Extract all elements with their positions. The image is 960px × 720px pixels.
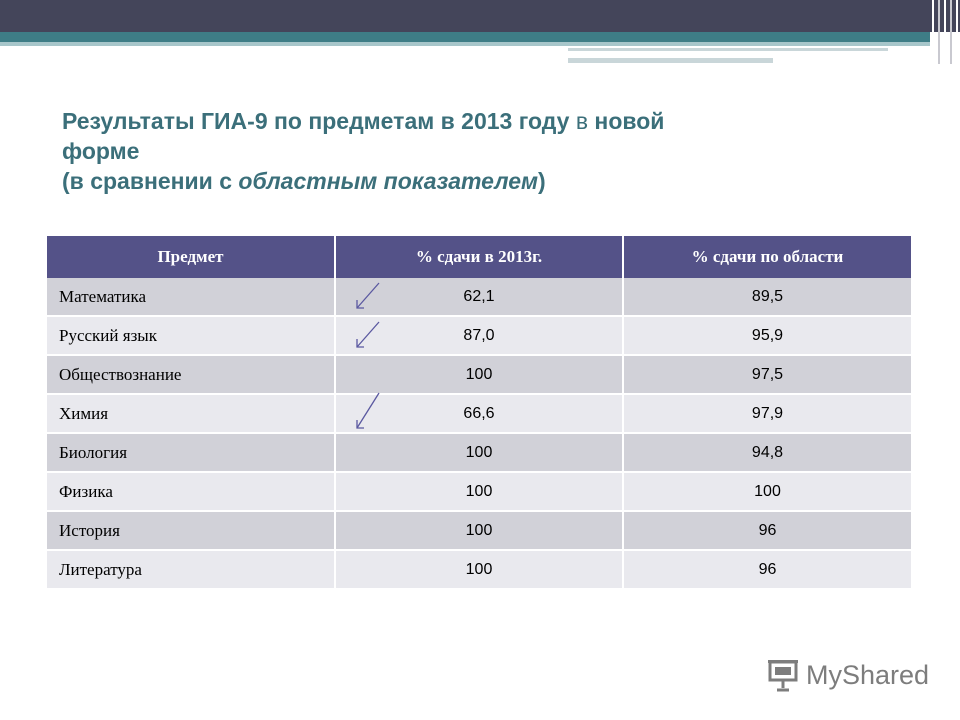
title-text: Результаты ГИА-9 по предметам в 2013 году	[62, 108, 570, 134]
school-percent-cell	[335, 550, 623, 589]
school-percent-value: 66,6	[463, 404, 495, 422]
down-arrow-icon	[354, 320, 382, 350]
table-row	[47, 550, 911, 589]
school-percent-value: 100	[465, 521, 493, 539]
title-text: в	[575, 108, 589, 134]
down-arrow-icon	[354, 281, 382, 311]
subject-cell: Литература	[47, 550, 335, 589]
subject-cell: Химия	[47, 394, 335, 433]
title-text: форме	[62, 138, 140, 164]
title-text: )	[538, 168, 546, 194]
column-header: % сдачи в 2013г.	[335, 236, 623, 278]
top-accent-stripe	[0, 42, 930, 46]
table-row	[47, 394, 911, 433]
watermark-text: MyShared	[806, 660, 930, 690]
down-arrow-icon	[354, 391, 382, 431]
region-percent-cell: 95,9	[623, 316, 911, 355]
table-header-row	[47, 236, 911, 278]
school-percent-value: 100	[465, 482, 493, 500]
region-percent-cell: 97,5	[623, 355, 911, 394]
school-percent-value: 100	[465, 560, 493, 578]
myshared-watermark	[766, 656, 936, 696]
region-percent-cell: 89,5	[623, 278, 911, 316]
column-header: % сдачи по области	[623, 236, 911, 278]
school-percent-cell	[335, 278, 623, 316]
results-table	[47, 236, 911, 590]
title-text: областным показателем	[238, 168, 539, 194]
school-percent-value: 100	[465, 443, 493, 461]
table-row	[47, 433, 911, 472]
region-percent-cell: 97,9	[623, 394, 911, 433]
decor-line	[568, 58, 773, 63]
school-percent-cell	[335, 355, 623, 394]
school-percent-cell	[335, 316, 623, 355]
presentation-board-icon	[766, 658, 800, 692]
title-text: (в сравнении с	[62, 168, 232, 194]
subject-cell: Биология	[47, 433, 335, 472]
table-row	[47, 278, 911, 316]
subject-cell: История	[47, 511, 335, 550]
decor-vertical-lines	[928, 0, 960, 64]
region-percent-cell: 94,8	[623, 433, 911, 472]
school-percent-value: 62,1	[463, 287, 495, 305]
subject-cell: Физика	[47, 472, 335, 511]
school-percent-cell	[335, 433, 623, 472]
subject-cell: Обществознание	[47, 355, 335, 394]
top-dark-bar	[0, 0, 960, 32]
school-percent-value: 100	[465, 365, 493, 383]
school-percent-cell	[335, 472, 623, 511]
region-percent-cell: 100	[623, 472, 911, 511]
top-accent-bar	[0, 32, 930, 42]
title-text: новой	[594, 108, 665, 134]
table-row	[47, 316, 911, 355]
region-percent-cell: 96	[623, 550, 911, 589]
school-percent-value: 87,0	[463, 326, 495, 344]
table-row	[47, 511, 911, 550]
school-percent-cell	[335, 394, 623, 433]
slide-title	[62, 106, 902, 196]
table-row	[47, 472, 911, 511]
subject-cell: Математика	[47, 278, 335, 316]
table-row	[47, 355, 911, 394]
school-percent-cell	[335, 511, 623, 550]
column-header: Предмет	[47, 236, 335, 278]
decor-line	[568, 48, 888, 51]
subject-cell: Русский язык	[47, 316, 335, 355]
region-percent-cell: 96	[623, 511, 911, 550]
